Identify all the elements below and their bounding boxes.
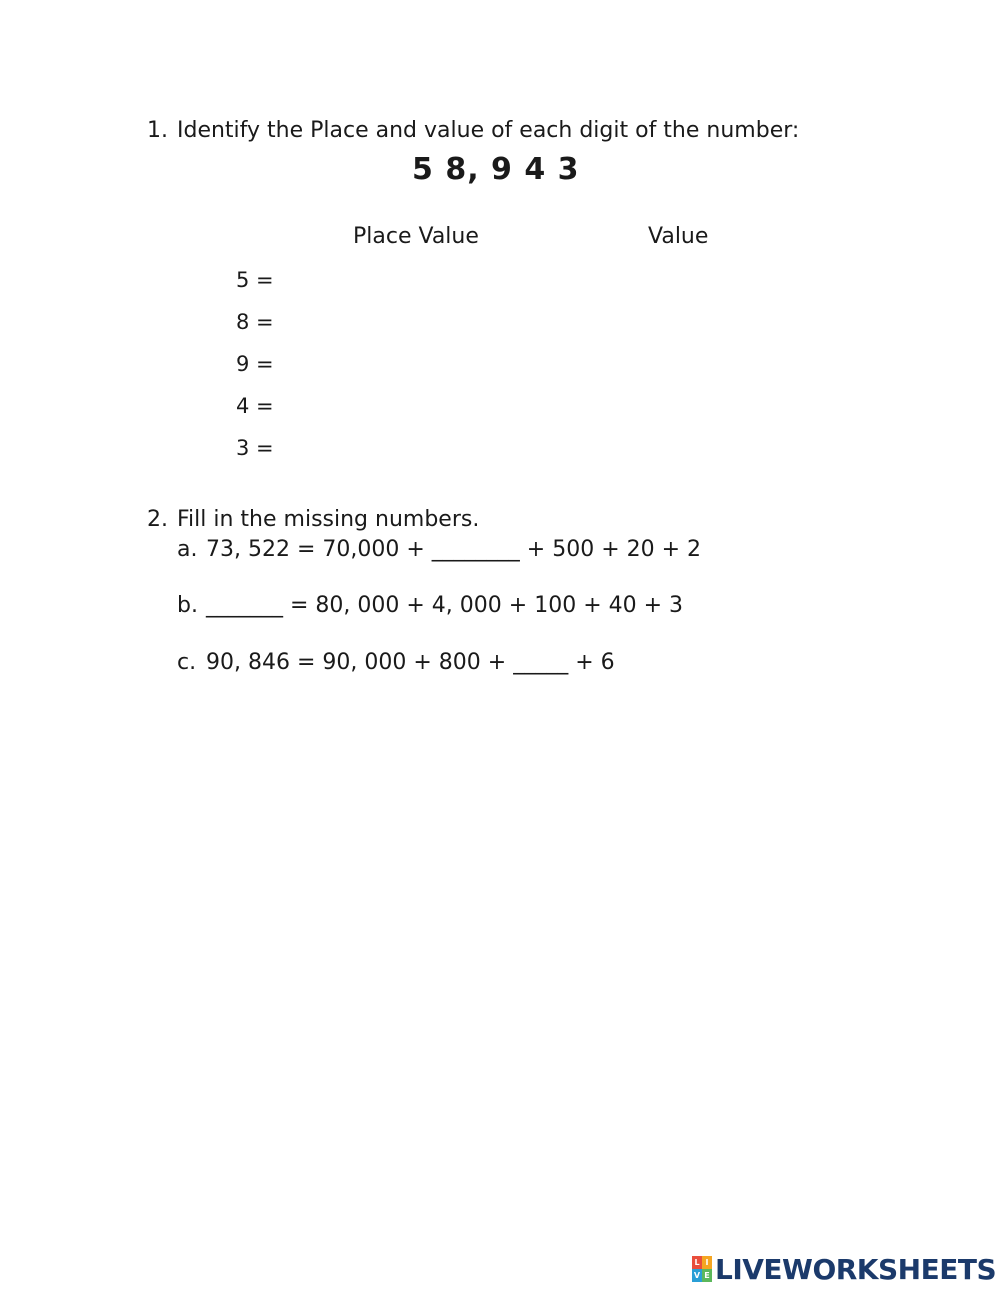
digit-row-4: 4 = [236,394,274,418]
digit-row-3: 3 = [236,436,274,460]
question-1-number: 1. [147,118,168,143]
item-b-equation: _______ = 80, 000 + 4, 000 + 100 + 40 + 3 [206,593,684,618]
liveworksheets-logo [692,1254,996,1284]
digit-row-9: 9 = [236,352,274,376]
digit-row-8: 8 = [236,310,274,334]
question-1-text: Identify the Place and value of each digit of the number: [177,118,800,143]
logo-text: LIVEWORKSHEETS [715,1252,997,1286]
target-number: 5 8, 9 4 3 [412,152,580,187]
place-value-header: Place Value [353,224,479,249]
item-b-label: b. [177,593,198,618]
question-2-text: Fill in the missing numbers. [177,507,480,532]
logo-mark-icon: L I V E [692,1256,712,1282]
item-a-equation: 73, 522 = 70,000 + ________ + 500 + 20 + 2 [206,537,702,562]
item-c-label: c. [177,650,197,675]
question-2-number: 2. [147,507,168,532]
item-c-equation: 90, 846 = 90, 000 + 800 + _____ + 6 [206,650,615,675]
item-a-label: a. [177,537,198,562]
value-header: Value [648,224,709,249]
digit-row-5: 5 = [236,268,274,292]
